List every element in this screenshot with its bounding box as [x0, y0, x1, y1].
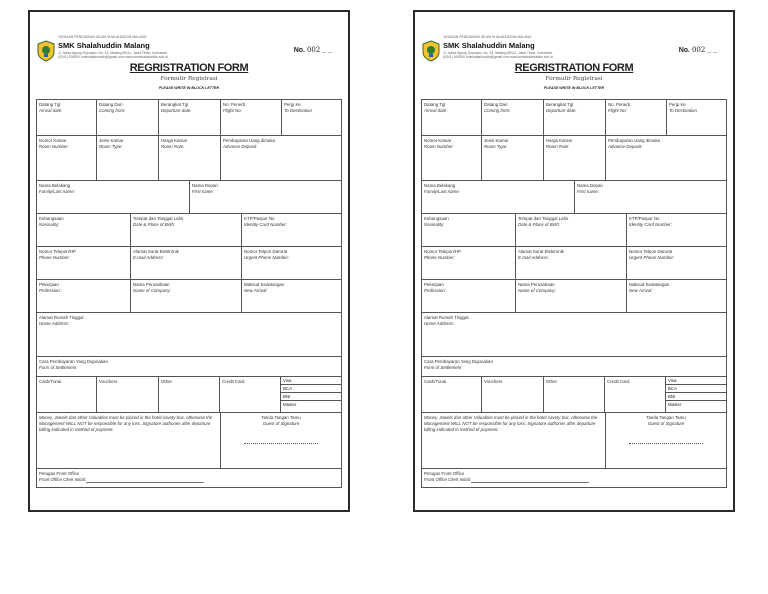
school-logo-icon — [36, 40, 56, 62]
label-id: Nama Depan — [192, 183, 218, 188]
label-id: Tanda Tangan Tamu — [261, 415, 301, 420]
label-id: Nomor Kamar — [424, 138, 452, 143]
label-id: Cara Pembayaran Yang Digunakan — [424, 359, 493, 364]
address-line-2: (0341) 000000 smkshalahuddin@gmail.com www.smkshalahuddin.sch.id — [58, 55, 168, 60]
registration-form-left — [28, 10, 350, 512]
form-instruction: PLEASE WRITE IN BLOCK LETTER — [158, 86, 220, 90]
field-departure[interactable] — [544, 100, 606, 135]
field-destination[interactable] — [667, 100, 726, 135]
row-settlement — [36, 356, 342, 376]
cash-label: Cash/Tunai — [39, 379, 62, 384]
field-destination[interactable] — [282, 100, 341, 135]
clerk-label: Front Office Clerk Initial: — [424, 477, 472, 482]
label-id: Nama Depan — [577, 183, 603, 188]
label-id: Alamat Rumah Tinggal — [39, 315, 84, 320]
label-en: Arrival date: — [424, 108, 448, 113]
label-id: Nomor Kamar — [39, 138, 67, 143]
label-en: Coming from: — [484, 108, 511, 113]
label-en: Nasinality: — [424, 222, 445, 227]
field-room-number[interactable] — [37, 136, 97, 180]
row-notice — [421, 412, 727, 468]
field-coming[interactable] — [97, 100, 159, 135]
payment-cash[interactable] — [422, 377, 482, 412]
field-phone[interactable] — [422, 247, 516, 279]
row-home — [421, 312, 727, 356]
label-en: Room Type: — [484, 144, 508, 149]
field-id-card[interactable] — [242, 214, 341, 246]
payment-credit-card[interactable] — [605, 377, 666, 412]
label-id: Nomor Telpon Darurat — [629, 249, 673, 254]
row-contact — [421, 246, 727, 279]
label-en: Phone Number: — [424, 255, 455, 260]
foundation-line: YAYASAN PENDIDIKAN ISLAM SHALAHUDDIN MALANG — [443, 35, 532, 39]
label-en: Phone Number: — [39, 255, 70, 260]
school-logo-icon — [421, 40, 441, 62]
field-urgent-phone[interactable] — [242, 247, 341, 279]
field-birth[interactable] — [516, 214, 627, 246]
label-id: Petugas Front Office — [424, 471, 465, 476]
label-id: No. Penerb. — [608, 102, 632, 107]
address-line-2: (0341) 000000 smkshalahuddin@gmail.com www.smkshalahuddin.sch.id — [443, 55, 553, 60]
field-email[interactable] — [516, 247, 627, 279]
label-id: Pergi Ke — [669, 102, 686, 107]
row-front-office — [421, 468, 727, 488]
address-line-1: Jl. Jaksa Agung Suprapto, No. 14, Malang 65111, Jawa Timur, Indonesia — [443, 51, 552, 55]
payment-cash[interactable] — [37, 377, 97, 412]
label-id: Nomor Telepon/HP — [424, 249, 462, 254]
row-contact — [36, 246, 342, 279]
form-number-label: No. — [293, 47, 305, 54]
label-en: Guest of Signature — [262, 421, 300, 426]
label-id: No. Penerb. — [223, 102, 247, 107]
bank-bca[interactable]: BCA — [666, 385, 726, 393]
label-en: To Destination — [669, 108, 697, 113]
address-line-1: Jl. Jaksa Agung Suprapto, No. 14, Malang 65111, Jawa Timur, Indonesia — [58, 51, 167, 55]
vouchers-label: Vouchers — [99, 379, 118, 384]
field-deposit[interactable] — [221, 136, 341, 180]
bank-bca[interactable]: BCA — [281, 385, 341, 393]
bank-list — [281, 377, 341, 412]
label-en — [424, 477, 724, 483]
label-id: Harga Kamar — [161, 138, 188, 143]
valuables-notice — [422, 413, 606, 468]
label-id: Alamat Surat Elektronik — [133, 249, 179, 254]
label-id: Nama Belakang — [424, 183, 456, 188]
bank-bni[interactable]: BNI — [281, 393, 341, 401]
label-en: Family/Last name: — [424, 189, 460, 194]
label-en: New Arrival: — [629, 288, 653, 293]
field-room-type[interactable] — [97, 136, 159, 180]
field-departure[interactable] — [159, 100, 221, 135]
label-id: Pembayaran Uang dimuka — [608, 138, 660, 143]
label-en: Coming from: — [99, 108, 126, 113]
label-en: E-mail Address: — [133, 255, 164, 260]
field-phone[interactable] — [37, 247, 131, 279]
form-title: REGRISTRATION FORM — [129, 62, 249, 74]
label-en: To Destination — [284, 108, 312, 113]
field-arrival-purpose[interactable] — [627, 280, 726, 312]
field-deposit[interactable] — [606, 136, 726, 180]
label-id: Datang Dari — [99, 102, 123, 107]
bank-bni[interactable]: BNI — [666, 393, 726, 401]
field-flight[interactable] — [606, 100, 667, 135]
label-id: Nama Perusahaan — [518, 282, 555, 287]
label-id: Nama Belakang — [39, 183, 71, 188]
row-name — [36, 180, 342, 213]
label-id: Kebangsaan — [39, 216, 64, 221]
form-instruction: PLEASE WRITE IN BLOCK LETTER — [543, 86, 605, 90]
field-birth[interactable] — [131, 214, 242, 246]
signature-line — [629, 439, 703, 444]
label-en: Name of Company: — [518, 288, 556, 293]
bank-master[interactable]: Master — [283, 402, 297, 407]
label-en: New Arrival: — [244, 288, 268, 293]
field-front-office[interactable] — [37, 469, 341, 487]
label-id: Kebangsaan — [424, 216, 449, 221]
form-grid — [421, 99, 727, 488]
bank-visa[interactable]: Visa — [281, 377, 341, 385]
field-company[interactable] — [131, 280, 242, 312]
label-en: Name of Company: — [133, 288, 171, 293]
form-number-label: No. — [678, 47, 690, 54]
label-id: Pekerjaan — [39, 282, 59, 287]
field-profession[interactable] — [422, 280, 516, 312]
label-en — [39, 477, 339, 483]
other-label: Other — [546, 379, 557, 384]
clerk-label: Front Office Clerk Initial: — [39, 477, 87, 482]
field-settlement — [37, 357, 341, 376]
row-stay — [36, 99, 342, 135]
label-en: Departure date: — [546, 108, 577, 113]
school-name: SMK Shalahuddin Malang — [58, 41, 150, 50]
bank-visa[interactable]: Visa — [666, 377, 726, 385]
label-en: Nasinality: — [39, 222, 60, 227]
label-en: Advance Deposit: — [223, 144, 258, 149]
form-header — [36, 34, 342, 94]
label-en: Family/Last name: — [39, 189, 75, 194]
field-nationality[interactable] — [422, 214, 516, 246]
label-en: Room Type: — [99, 144, 123, 149]
label-id: KTP/Paspor No — [244, 216, 275, 221]
label-en: Room Number: — [39, 144, 69, 149]
field-front-office[interactable] — [422, 469, 726, 487]
label-id: Alamat Rumah Tinggal — [424, 315, 469, 320]
label-id: Nomor Telpon Darurat — [244, 249, 288, 254]
label-id: Tempat dan Tanggal Lahir — [133, 216, 184, 221]
clerk-line — [86, 478, 204, 483]
label-id: Pembayaran Uang dimuka — [223, 138, 275, 143]
field-first-name[interactable] — [575, 181, 726, 213]
label-en: Room Number: — [424, 144, 454, 149]
form-title: REGRISTRATION FORM — [514, 62, 634, 74]
label-id: Jenis Kamar — [99, 138, 124, 143]
row-identity — [421, 213, 727, 246]
label-id: Berangkat Tgl — [161, 102, 189, 107]
row-identity — [36, 213, 342, 246]
row-work — [36, 279, 342, 312]
signature-line — [244, 439, 318, 444]
label-en: Profession: — [424, 288, 446, 293]
school-name: SMK Shalahuddin Malang — [443, 41, 535, 50]
label-id: Maksud Kedatangan — [244, 282, 285, 287]
label-id: Jenis Kamar — [484, 138, 509, 143]
label-id: Pekerjaan — [424, 282, 444, 287]
bank-list — [666, 377, 726, 412]
field-arrival[interactable] — [37, 100, 97, 135]
label-en: Date & Place of Birth: — [133, 222, 175, 227]
label-id: Alamat Surat Elektronik — [518, 249, 564, 254]
label-en: Advance Deposit: — [608, 144, 643, 149]
label-id: Datang Tgl — [424, 102, 446, 107]
other-label: Other — [161, 379, 172, 384]
field-flight[interactable] — [221, 100, 282, 135]
label-en: Home Address: — [39, 321, 70, 326]
form-number-value: 002 — [306, 46, 321, 54]
label-id: Nama Perusahaan — [133, 282, 170, 287]
label-en: Flight No: — [608, 108, 627, 113]
label-en: Date & Place of Birth: — [518, 222, 560, 227]
label-id: Harga Kamar — [546, 138, 573, 143]
row-room — [36, 135, 342, 180]
form-number-value: 002 — [691, 46, 706, 54]
payment-vouchers[interactable] — [482, 377, 544, 412]
guest-signature[interactable] — [221, 413, 341, 468]
foundation-line: YAYASAN PENDIDIKAN ISLAM SHALAHUDDIN MALANG — [58, 35, 147, 39]
field-room-rate[interactable] — [159, 136, 221, 180]
valuables-notice — [37, 413, 221, 468]
form-number: No. 002 _ _ — [293, 46, 332, 54]
label-en: Identity Card Number: — [629, 222, 672, 227]
row-stay — [421, 99, 727, 135]
label-en: First name: — [192, 189, 214, 194]
field-arrival-purpose[interactable] — [242, 280, 341, 312]
field-id-card[interactable] — [627, 214, 726, 246]
label-en: Form of Settlement — [424, 365, 462, 370]
field-family-name[interactable] — [422, 181, 575, 213]
field-company[interactable] — [516, 280, 627, 312]
label-id: Berangkat Tgl — [546, 102, 574, 107]
label-en: E-mail Address: — [518, 255, 549, 260]
bank-master[interactable]: Master — [668, 402, 682, 407]
label-en: Flight No: — [223, 108, 242, 113]
payment-other[interactable] — [159, 377, 220, 412]
vouchers-label: Vouchers — [484, 379, 503, 384]
field-room-number[interactable] — [422, 136, 482, 180]
row-front-office — [36, 468, 342, 488]
field-home-address[interactable] — [422, 313, 726, 356]
label-id: KTP/Paspor No — [629, 216, 660, 221]
row-settlement — [421, 356, 727, 376]
row-name — [421, 180, 727, 213]
notice-text: Money, Jewels dan other Valuables must be placed in the hotel savety box, otherwise the Management WILL NOT be responsible for any loss. Signature authories after departure billing indicated in method of payment. — [424, 415, 598, 432]
label-en: Profession: — [39, 288, 61, 293]
row-payment — [421, 376, 727, 412]
guest-signature[interactable] — [606, 413, 726, 468]
label-en: Departure date: — [161, 108, 192, 113]
school-address — [58, 51, 168, 59]
row-payment — [36, 376, 342, 412]
field-room-type[interactable] — [482, 136, 544, 180]
field-family-name[interactable] — [37, 181, 190, 213]
field-nationality[interactable] — [37, 214, 131, 246]
label-id: Cara Pembayaran Yang Digunakan — [39, 359, 108, 364]
label-id: Maksud Kedatangan — [629, 282, 670, 287]
field-coming[interactable] — [482, 100, 544, 135]
field-arrival[interactable] — [422, 100, 482, 135]
label-id: Tempat dan Tanggal Lahir — [518, 216, 569, 221]
form-subtitle: Formulir Registrasi — [160, 76, 218, 82]
payment-other[interactable] — [544, 377, 605, 412]
school-address — [443, 51, 553, 59]
row-notice — [36, 412, 342, 468]
field-email[interactable] — [131, 247, 242, 279]
row-home — [36, 312, 342, 356]
label-id: Pergi Ke — [284, 102, 301, 107]
credit-card-label: Credit Card — [607, 379, 630, 384]
label-id: Nomor Telepon/HP — [39, 249, 77, 254]
label-en: Room Rate: — [161, 144, 185, 149]
label-en: Guest of Signature — [647, 421, 685, 426]
clerk-line — [471, 478, 589, 483]
row-room — [421, 135, 727, 180]
label-id: Datang Dari — [484, 102, 508, 107]
registration-form-right — [413, 10, 735, 512]
row-work — [421, 279, 727, 312]
cash-label: Cash/Tunai — [424, 379, 447, 384]
label-id: Datang Tgl — [39, 102, 61, 107]
label-id: Petugas Front Office — [39, 471, 80, 476]
label-en: Urgent Phone Number: — [244, 255, 290, 260]
label-en: Home Address: — [424, 321, 455, 326]
field-first-name[interactable] — [190, 181, 341, 213]
payment-vouchers[interactable] — [97, 377, 159, 412]
label-en: First name: — [577, 189, 599, 194]
field-settlement — [422, 357, 726, 376]
label-en: Room Rate: — [546, 144, 570, 149]
label-id: Tanda Tangan Tamu — [646, 415, 686, 420]
form-number: No. 002 _ _ — [678, 46, 717, 54]
field-urgent-phone[interactable] — [627, 247, 726, 279]
label-en: Identity Card Number: — [244, 222, 287, 227]
payment-credit-card[interactable] — [220, 377, 281, 412]
field-profession[interactable] — [37, 280, 131, 312]
label-en: Arrival date: — [39, 108, 63, 113]
label-en: Urgent Phone Number: — [629, 255, 675, 260]
credit-card-label: Credit Card — [222, 379, 245, 384]
form-subtitle: Formulir Registrasi — [545, 76, 603, 82]
notice-text: Money, Jewels dan other Valuables must be placed in the hotel savety box, otherwise the Management WILL NOT be responsible for any loss. Signature authories after departure billing indicated in method of payment. — [39, 415, 213, 432]
form-grid — [36, 99, 342, 488]
field-home-address[interactable] — [37, 313, 341, 356]
form-header — [421, 34, 727, 94]
field-room-rate[interactable] — [544, 136, 606, 180]
label-en: Form of Settlement — [39, 365, 77, 370]
